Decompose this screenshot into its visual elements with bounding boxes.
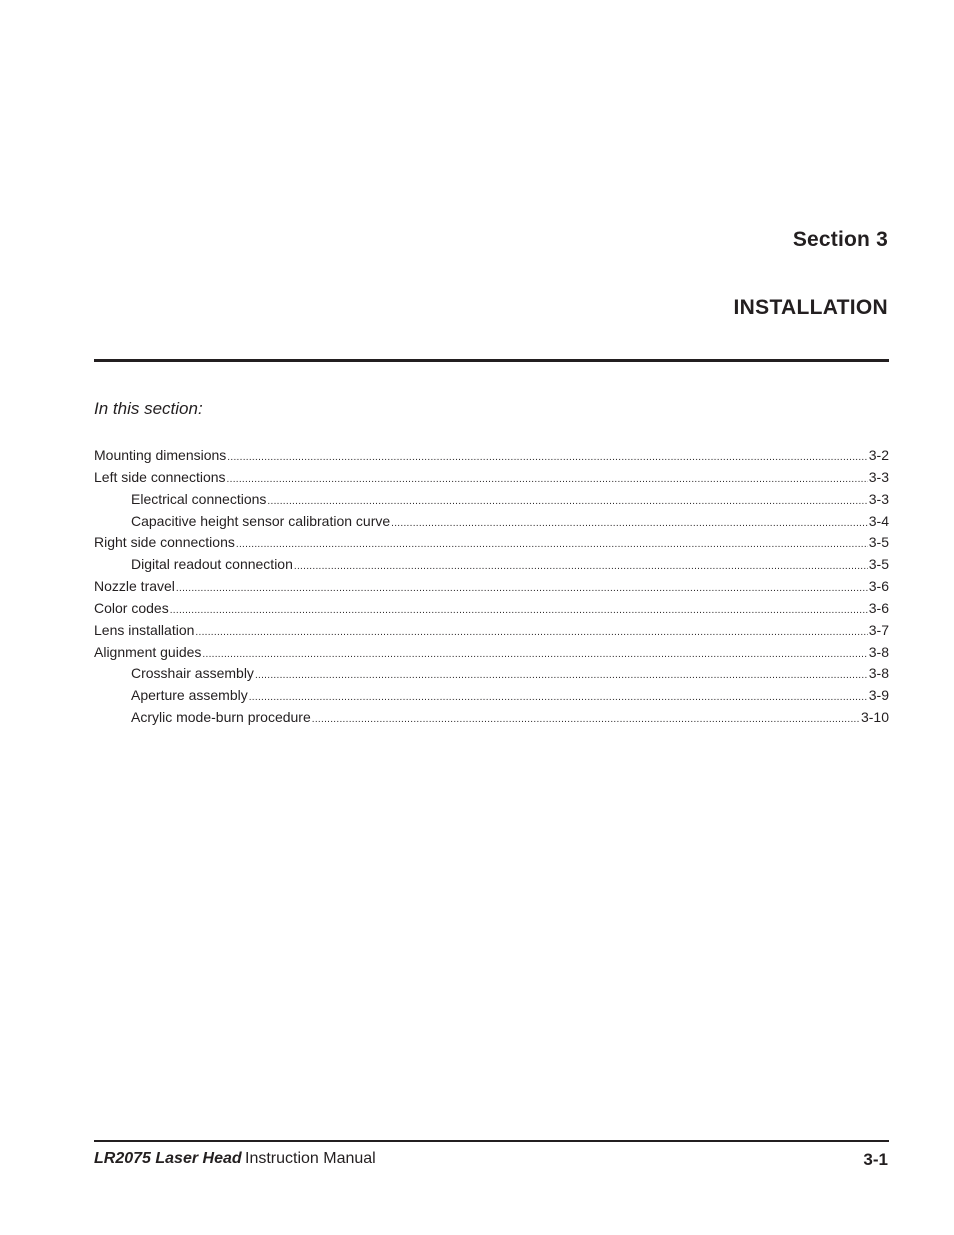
toc-entry-label: Digital readout connection: [131, 556, 293, 573]
footer-manual-title: Instruction Manual: [245, 1150, 376, 1167]
footer-product-name: LR2075 Laser Head: [94, 1150, 242, 1167]
toc-entry-label: Alignment guides: [94, 643, 202, 660]
toc-entry-label: Crosshair assembly: [131, 665, 254, 682]
toc-entry-label: Aperture assembly: [131, 687, 248, 704]
toc-dot-leader: [249, 687, 868, 707]
table-of-contents: [94, 445, 889, 729]
toc-dot-leader: [227, 447, 867, 467]
toc-entry[interactable]: [94, 663, 889, 685]
section-number: Section 3: [792, 228, 888, 251]
toc-dot-leader: [227, 469, 868, 489]
toc-entry-page: 3-3: [868, 468, 889, 485]
toc-dot-leader: [267, 491, 867, 511]
toc-dot-leader: [170, 600, 868, 620]
toc-entry-page: 3-5: [868, 556, 889, 573]
toc-dot-leader: [312, 709, 860, 729]
toc-entry-page: 3-2: [868, 447, 889, 463]
toc-entry[interactable]: [94, 467, 889, 489]
toc-entry-page: 3-9: [868, 687, 889, 704]
toc-entry-label: Mounting dimensions: [94, 447, 227, 463]
toc-entry-label: Right side connections: [94, 534, 235, 551]
section-title: INSTALLATION: [733, 296, 888, 319]
toc-entry[interactable]: [94, 532, 889, 554]
toc-dot-leader: [236, 534, 868, 554]
intro-heading: In this section:: [94, 399, 203, 418]
toc-entry[interactable]: [94, 511, 889, 533]
toc-entry[interactable]: [94, 685, 889, 707]
toc-entry-page: 3-4: [868, 512, 889, 529]
toc-dot-leader: [294, 556, 868, 576]
toc-entry-label: Capacitive height sensor calibration curve: [131, 512, 391, 529]
toc-entry-label: Left side connections: [94, 468, 226, 485]
top-rule: [94, 359, 889, 362]
toc-entry-page: 3-3: [868, 490, 889, 507]
toc-entry[interactable]: [94, 445, 889, 467]
toc-entry-page: 3-10: [860, 709, 889, 726]
toc-dot-leader: [255, 665, 868, 685]
toc-entry-page: 3-7: [868, 621, 889, 638]
bottom-rule: [94, 1140, 889, 1142]
toc-entry-label: Color codes: [94, 599, 169, 616]
toc-entry[interactable]: [94, 489, 889, 511]
toc-entry[interactable]: [94, 620, 889, 642]
toc-entry-page: 3-8: [868, 643, 889, 660]
footer-page-number: 3-1: [863, 1150, 888, 1169]
toc-entry-page: 3-6: [868, 578, 889, 595]
toc-entry-page: 3-6: [868, 599, 889, 616]
toc-entry[interactable]: [94, 598, 889, 620]
toc-entry-label: Electrical connections: [131, 490, 267, 507]
toc-dot-leader: [195, 622, 867, 642]
toc-entry[interactable]: [94, 707, 889, 729]
toc-dot-leader: [202, 644, 867, 664]
toc-entry-label: Lens installation: [94, 621, 195, 638]
toc-entry[interactable]: [94, 642, 889, 664]
toc-entry[interactable]: [94, 576, 889, 598]
toc-entry-page: 3-5: [868, 534, 889, 551]
toc-entry-label: Nozzle travel: [94, 578, 175, 595]
toc-dot-leader: [176, 578, 868, 598]
toc-entry-page: 3-8: [868, 665, 889, 682]
toc-entry[interactable]: [94, 554, 889, 576]
toc-entry-label: Acrylic mode-burn procedure: [131, 709, 311, 726]
toc-dot-leader: [391, 513, 868, 533]
